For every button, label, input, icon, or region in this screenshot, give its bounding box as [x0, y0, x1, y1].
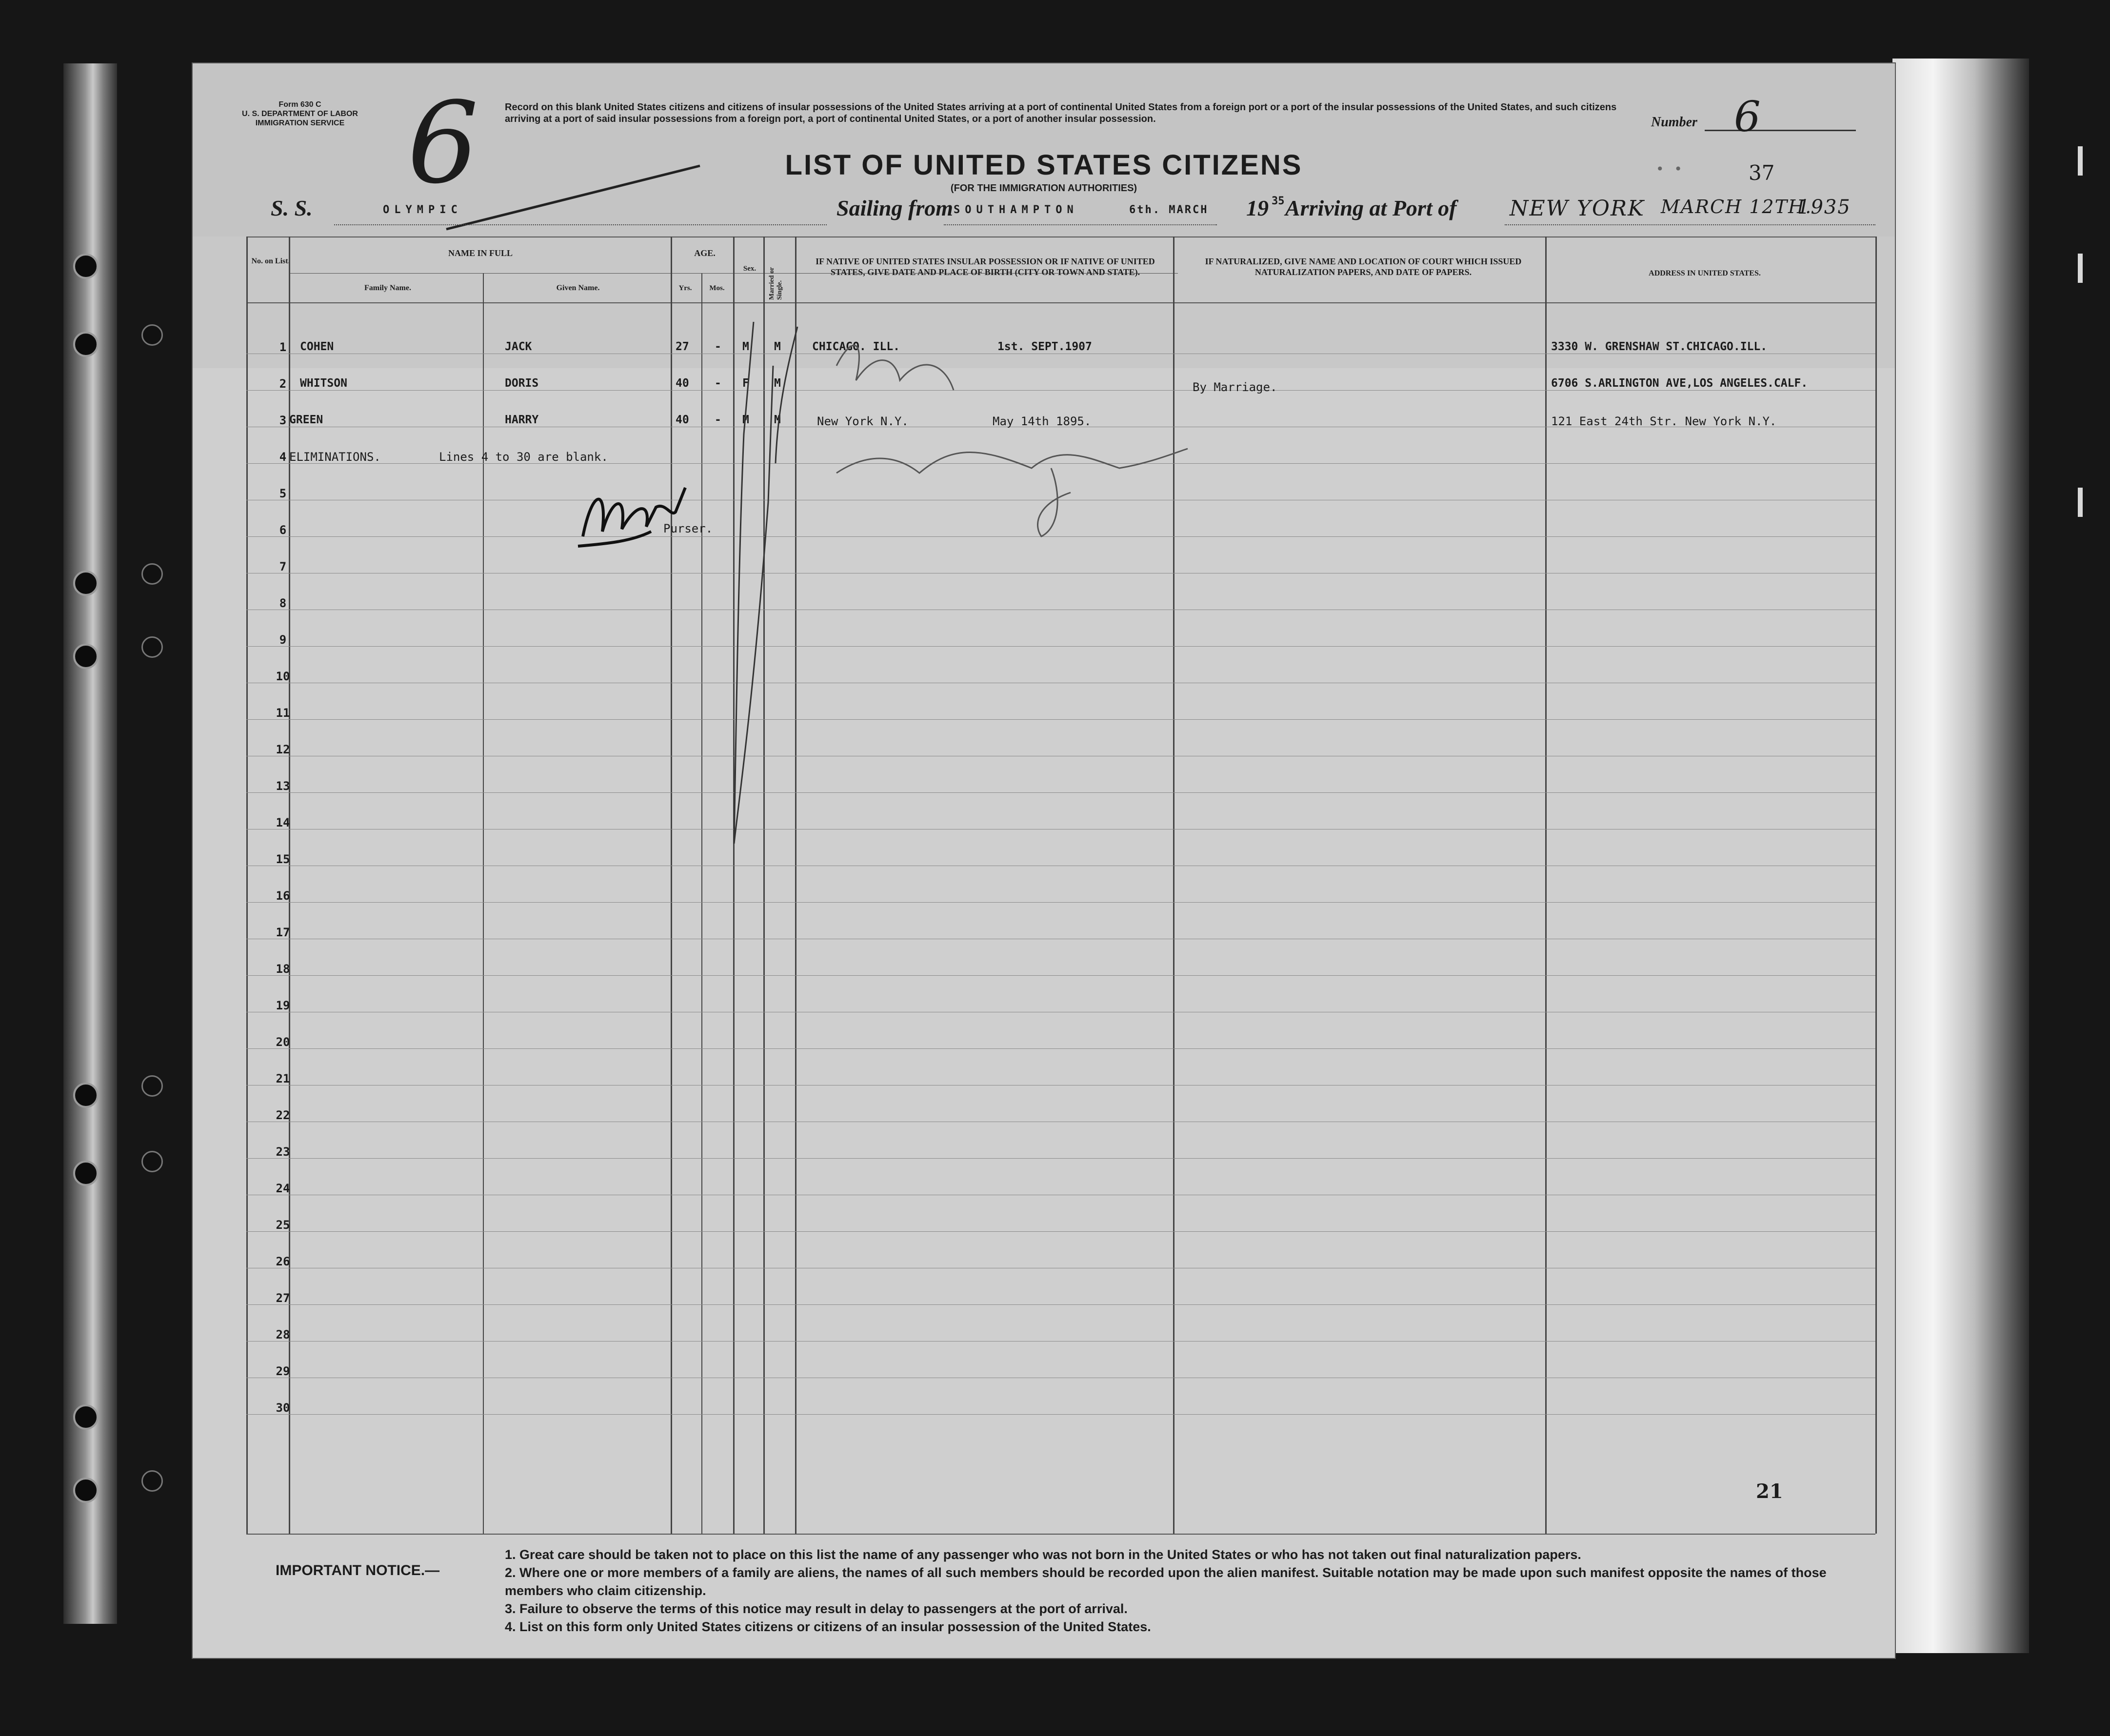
stamp-dots: • • [1656, 161, 1685, 177]
number-underline [1705, 130, 1856, 131]
row-number: 16 [276, 889, 290, 903]
purser-signature [573, 478, 700, 551]
row-rule [246, 902, 1875, 903]
address: 3330 W. GRENSHAW ST.CHICAGO.ILL. [1551, 340, 1768, 353]
eliminations-note: Lines 4 to 30 are blank. [439, 450, 608, 464]
row-number: 26 [276, 1255, 290, 1268]
given-name: HARRY [505, 414, 539, 426]
row-number: 5 [279, 487, 287, 500]
row-number: 6 [279, 523, 287, 537]
punch-hole [141, 1470, 163, 1492]
col-divider [246, 237, 248, 1534]
sex: M [742, 340, 749, 353]
notice-item: 4. List on this form only United States citizens or citizens of an insular possession of the United States. [505, 1619, 1151, 1634]
page-title: LIST OF UNITED STATES CITIZENS [785, 149, 1303, 181]
row-rule [246, 1231, 1875, 1232]
port-to-underline [1505, 224, 1875, 225]
punch-hole [73, 644, 99, 669]
port-from-underline [944, 224, 1217, 225]
page-number: 37 [1749, 161, 1775, 185]
row-number: 17 [276, 926, 290, 939]
row-number: 9 [279, 633, 287, 647]
col-sex: Sex. [743, 265, 756, 273]
col-yrs: Yrs. [678, 284, 692, 292]
col-age: AGE. [694, 248, 716, 258]
punch-hole [73, 1083, 99, 1108]
sex: M [742, 414, 749, 426]
naturalization: By Marriage. [1193, 380, 1277, 394]
age-years: 27 [676, 340, 689, 353]
family-name: WHITSON [300, 377, 347, 390]
punch-hole [141, 1075, 163, 1097]
punch-hole [73, 254, 99, 279]
sex: F [742, 377, 749, 390]
address: 6706 S.ARLINGTON AVE,LOS ANGELES.CALF. [1551, 377, 1808, 390]
form-identifier [227, 100, 373, 128]
sailing-label: Sailing from [836, 196, 954, 220]
row-number: 24 [276, 1182, 290, 1195]
col-address: ADDRESS IN UNITED STATES. [1649, 269, 1761, 277]
edge-mark [2078, 488, 2083, 517]
punch-hole [141, 636, 163, 658]
ship-underline [334, 224, 827, 225]
eliminations-label: ELIMINATIONS. [289, 450, 381, 464]
row-number: 7 [279, 560, 287, 573]
age-months: - [715, 414, 721, 426]
row-number: 21 [276, 1072, 290, 1085]
col-no-on-list: No. on List. [251, 257, 290, 265]
col-given-name: Given Name. [556, 284, 600, 292]
row-rule [246, 975, 1875, 976]
age-months: - [715, 377, 721, 390]
row-number: 15 [276, 852, 290, 866]
row-number: 30 [276, 1401, 290, 1415]
birth-place: New York N.Y. [817, 414, 909, 428]
department-name: U. S. DEPARTMENT OF LABOR [242, 110, 358, 118]
punch-hole [141, 324, 163, 346]
manifest-sheet [193, 63, 1895, 1658]
age-months: - [715, 340, 721, 353]
col-divider [1875, 237, 1877, 1534]
row-number: 8 [279, 596, 287, 610]
punch-hole [73, 332, 99, 357]
inspector-signature [690, 307, 1373, 892]
notice-item: 3. Failure to observe the terms of this notice may result in delay to passengers at the port of arrival. [505, 1601, 1128, 1616]
notice-item: 1. Great care should be taken not to place on this list the name of any passenger who was not born in the United States or who has not taken out final naturalization papers. [505, 1547, 1581, 1562]
col-mos: Mos. [709, 284, 725, 292]
handwritten-reference: 6 [407, 79, 479, 209]
row-number: 23 [276, 1145, 290, 1159]
row-number: 20 [276, 1035, 290, 1049]
edge-mark [2078, 146, 2083, 176]
page-subtitle: (FOR THE IMMIGRATION AUTHORITIES) [950, 183, 1137, 194]
row-number: 3 [279, 414, 287, 427]
family-name: GREEN [289, 414, 323, 426]
notice-item: 2. Where one or more members of a family are aliens, the names of all such members should be recorded upon the alien manifest. Suitable notation may be made upon such manifest opposite the names of those members who claim citizenship. [505, 1565, 1827, 1598]
col-married-single: Married or Single. [768, 267, 783, 300]
punch-hole [141, 563, 163, 585]
row-number: 18 [276, 962, 290, 976]
port-to: NEW YORK [1510, 196, 1645, 221]
col-naturalized: IF NATURALIZED, GIVE NAME AND LOCATION OF COURT WHICH ISSUED NATURALIZATION PAPERS, AND DATE OF PAPERS. [1205, 256, 1522, 277]
punch-hole [141, 1151, 163, 1172]
given-name: DORIS [505, 377, 539, 390]
service-name: IMMIGRATION SERVICE [255, 119, 345, 127]
row-number: 22 [276, 1108, 290, 1122]
address: 121 East 24th Str. New York N.Y. [1551, 414, 1777, 428]
sheet-number: 21 [1756, 1480, 1783, 1503]
row-number: 2 [279, 377, 287, 391]
punch-hole [73, 1404, 99, 1430]
row-number: 14 [276, 816, 290, 829]
row-number: 27 [276, 1291, 290, 1305]
form-instructions: Record on this blank United States citizens and citizens of insular possessions of the United States arriving at a port of continental United States from a foreign port or a port of the insular possessions of the United States, and such citizens arriving at a port of said insular possessions from a foreign port, a port of continental United States, or a port of another insular possession. [505, 102, 1617, 124]
row-number: 19 [276, 999, 290, 1012]
birth-date: May 14th 1895. [993, 414, 1092, 428]
col-name-in-full: NAME IN FULL [448, 248, 513, 258]
row-rule [246, 1158, 1875, 1159]
form-number: Form 630 C [279, 100, 321, 109]
given-name: JACK [505, 340, 532, 353]
number-label: Number [1651, 115, 1697, 130]
number-value: 6 [1734, 93, 1761, 141]
row-number: 12 [276, 743, 290, 756]
row-number: 11 [276, 706, 290, 720]
arrival-date: MARCH 12TH. [1661, 196, 1812, 217]
col-family-name: Family Name. [364, 284, 411, 292]
birth-date: 1st. SEPT.1907 [997, 340, 1092, 353]
purser-label: Purser. [663, 522, 713, 535]
port-from: SOUTHAMPTON [954, 204, 1078, 216]
page-edge-strip [1892, 59, 2029, 1653]
punch-hole [73, 1478, 99, 1503]
arrival-year: 1935 [1797, 196, 1851, 218]
arriving-label: Arriving at Port of [1285, 196, 1457, 220]
notice-heading: IMPORTANT NOTICE.— [276, 1562, 440, 1578]
marital-status: M [774, 377, 781, 390]
row-number: 13 [276, 779, 290, 793]
age-years: 40 [676, 377, 689, 390]
col-birthplace: IF NATIVE OF UNITED STATES INSULAR POSSESSION OR IF NATIVE OF UNITED STATES, GIVE DATE AND PLACE OF BIRTH (CITY OR TOWN AND STATE). [816, 256, 1155, 277]
row-rule [246, 1304, 1875, 1305]
row-number: 28 [276, 1328, 290, 1341]
voyage-line [193, 195, 1895, 234]
header-bottom-rule [246, 302, 1875, 303]
ss-label: S. S. [271, 196, 313, 220]
birth-place: CHICAGO. ILL. [812, 340, 900, 353]
marital-status: M [774, 414, 781, 426]
family-name: COHEN [300, 340, 334, 353]
notice-list [505, 1546, 1871, 1636]
ship-name: OLYMPIC [383, 204, 462, 216]
edge-mark [2078, 254, 2083, 283]
row-number: 25 [276, 1218, 290, 1232]
departure-year: 35 [1272, 195, 1285, 207]
punch-hole [73, 1161, 99, 1186]
row-rule [246, 1048, 1875, 1049]
table-bottom-rule [246, 1534, 1875, 1535]
departure-date: 6th. MARCH [1129, 204, 1209, 216]
row-number: 10 [276, 670, 290, 683]
age-years: 40 [676, 414, 689, 426]
row-number: 4 [279, 450, 287, 464]
row-number: 1 [279, 340, 287, 354]
row-rule [246, 1414, 1875, 1415]
col-divider [671, 237, 672, 1534]
punch-hole [73, 571, 99, 596]
year-prefix: 19 [1246, 196, 1269, 220]
row-number: 29 [276, 1364, 290, 1378]
marital-status: M [774, 340, 781, 353]
col-divider [1545, 237, 1547, 1534]
binder-rail [63, 63, 117, 1624]
